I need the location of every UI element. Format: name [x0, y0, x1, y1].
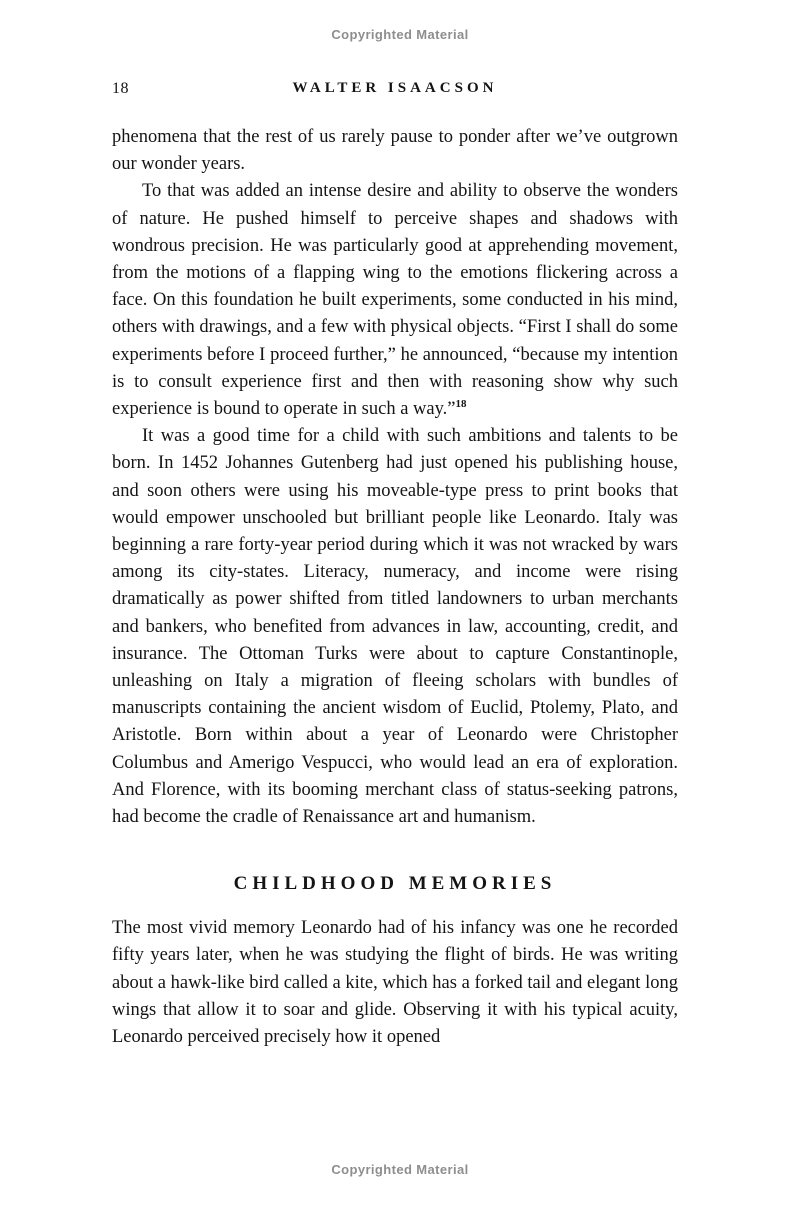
body-paragraph-1: phenomena that the rest of us rarely pause to ponder after we’ve outgrown our wonder years. [112, 127, 678, 175]
running-header [112, 80, 678, 100]
copyright-watermark-bottom: Copyrighted Material [331, 1162, 469, 1177]
body-paragraph-2 [112, 178, 678, 423]
page-number: 18 [112, 80, 129, 97]
body-paragraph-4: The most vivid memory Leonardo had of his infancy was one he recorded fifty years later, when he was studying the flight of birds. He was writing about a hawk-like bird called a kite, which has a forked tail and elegant long wings that allow it to soar and glide. Observing it with his typical acuity, Leonardo perceived precisely how it opened [112, 918, 678, 1048]
body-paragraph-2-text: To that was added an intense desire and ability to observe the wonders of nature. He pushed himself to perceive shapes and shadows with wondrous precision. He was particularly good at apprehending movement, from the motions of a flapping wing to the emotions flickering across a face. On this foundation he built experiments, some conducted in his mind, others with drawings, and a few with physical objects. “First I shall do some experiments before I proceed further,” he announced, “because my intention is to consult experience first and then with reasoning show why such experience is bound to operate in such a way.” [112, 181, 678, 420]
running-header-title: WALTER ISAACSON [292, 80, 498, 96]
footnote-marker-18: 18 [455, 397, 467, 410]
page-content [112, 80, 678, 1051]
section-heading-childhood-memories: CHILDHOOD MEMORIES [233, 873, 557, 895]
body-paragraph-3: It was a good time for a child with such ambitions and talents to be born. In 1452 Johannes Gutenberg had just opened his publishing house, and soon others were using his moveable-type press to print books that would empower unschooled but brilliant people like Leonardo. Italy was beginning a rare forty-year period during which it was not wracked by wars among its city-states. Literacy, numeracy, and income were rising dramatically as power shifted from titled landowners to urban merchants and bankers, who benefited from advances in law, accounting, credit, and insurance. The Ottoman Turks were about to capture Constantinople, unleashing on Italy a migration of fleeing scholars with bundles of manuscripts containing the ancient wisdom of Euclid, Ptolemy, Plato, and Aristotle. Born within about a year of Leonardo were Christopher Columbus and Amerigo Vespucci, who would lead an era of exploration. And Florence, with its booming merchant class of status-seeking patrons, had become the cradle of Renaissance art and humanism. [112, 426, 678, 828]
copyright-watermark-top: Copyrighted Material [331, 27, 469, 42]
